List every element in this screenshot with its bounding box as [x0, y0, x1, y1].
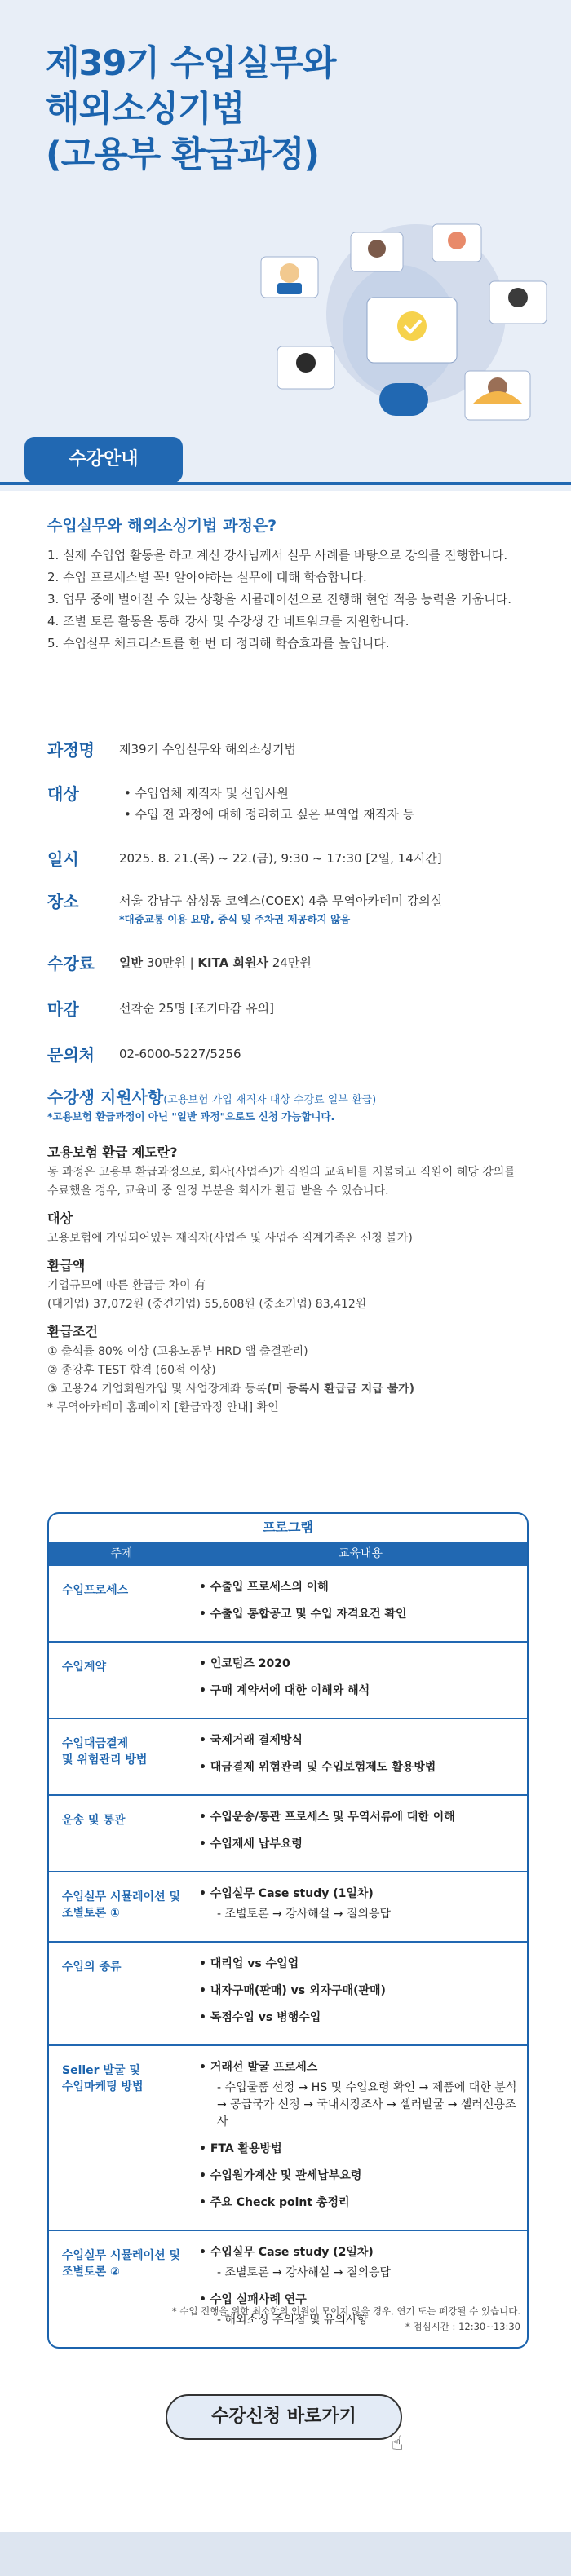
target-item: • 수입 전 과정에 대해 정리하고 싶은 무역업 재직자 등	[119, 804, 543, 825]
bottom-band	[0, 2532, 571, 2576]
program-item: • 수입원가계산 및 관세납부요령	[199, 2168, 520, 2185]
fee-general-label: 일반	[119, 955, 143, 970]
support-condition: ① 출석률 80% 이상 (고용노동부 HRD 앱 출결관리)	[47, 1345, 308, 1358]
support-body	[47, 1135, 529, 1418]
info-value: 2025. 8. 21.(목) ~ 22.(금), 9:30 ~ 17:30 [2일, 14시간]	[119, 851, 442, 866]
condition-text: ③ 고용24 기업회원가입 및 사업장계좌 등록	[47, 1383, 267, 1396]
apply-button[interactable]: 수강신청 바로가기	[166, 2394, 402, 2440]
program-table	[47, 1512, 529, 2349]
intro-item: 4. 조별 토론 활동을 통해 강사 및 수강생 간 네트워크를 지원합니다.	[47, 614, 409, 629]
program-content	[194, 1872, 527, 1941]
support-text: 기업규모에 따른 환급금 차이 有	[47, 1279, 206, 1292]
program-item: • 수입실무 Case study (1일차)	[199, 1886, 520, 1903]
program-topic: 수입실무 시뮬레이션 및 조별토론 ②	[62, 2249, 180, 2278]
intro-item: 3. 업무 중에 벌어질 수 있는 상황을 시뮬레이션으로 진행해 현업 적응 능력을 키웁니다.	[47, 592, 511, 607]
support-text: 고용보험에 가입되어있는 재직자(사업주 및 사업주 직계가족은 신청 불가)	[47, 1232, 413, 1245]
info-value	[119, 952, 543, 973]
support-title	[47, 1084, 376, 1108]
place-note: *대중교통 이용 요망, 중식 및 주차권 제공하지 않음	[119, 913, 351, 925]
program-item: • 수입제세 납부요령	[199, 1836, 520, 1853]
target-item: • 수입업체 재직자 및 신입사원	[119, 783, 543, 804]
table-row	[49, 1941, 527, 2044]
intro-item: 2. 수입 프로세스별 꼭! 알아야하는 실무에 대해 학습합니다.	[47, 570, 367, 584]
footnote-line: * 점심시간 : 12:30~13:30	[405, 2321, 520, 2332]
info-label: 마감	[47, 999, 79, 1019]
program-subitem: - 수입물품 선정 → HS 및 수입요령 확인 → 제품에 대한 분석 → 공급국가 선정 → 국내시장조사 → 셀러발굴 → 셀러신용조사	[217, 2081, 517, 2128]
title-line-3: (고용부 환급과정)	[46, 135, 320, 175]
table-row	[49, 1794, 527, 1871]
program-topic: 수입대금결제 및 위험관리 방법	[62, 1737, 148, 1767]
program-content	[194, 2046, 527, 2230]
support-heading: 환급액	[47, 1258, 86, 1273]
column-topic: 주제	[110, 1547, 133, 1560]
program-item: • 수출입 프로세스의 이해	[199, 1579, 520, 1596]
info-label: 일시	[47, 849, 79, 869]
program-content	[194, 1796, 527, 1871]
support-text: 동 과정은 고용부 환급과정으로, 회사(사업주)가 직원의 교육비를 지불하고 직원이 해당 강의를 수료했을 경우, 교육비 중 일정 부분을 회사가 환급 받을 수 있습니다.	[47, 1166, 516, 1198]
info-value: 선착순 25명 [조기마감 유의]	[119, 1001, 274, 1016]
table-row	[49, 1641, 527, 1718]
program-item: • 주요 Check point 총정리	[199, 2194, 520, 2212]
place-text: 서울 강남구 삼성동 코엑스(COEX) 4층 무역아카데미 강의실	[119, 893, 443, 908]
info-label: 대상	[47, 784, 79, 804]
support-title-text: 수강생 지원사항	[47, 1087, 164, 1107]
program-item: • 수입 실패사례 연구	[199, 2291, 520, 2309]
program-content	[194, 1719, 527, 1794]
program-subitem: - 조별토론 → 강사해설 → 질의응답	[217, 2266, 392, 2279]
program-item: • 내자구매(판매) vs 외자구매(판매)	[199, 1983, 520, 2000]
fee-general-price: 30만원 |	[142, 955, 198, 970]
program-topic: Seller 발굴 및 수입마케팅 방법	[62, 2064, 144, 2093]
support-title-small: (고용보험 가입 재직자 대상 수강료 일부 환급)	[163, 1094, 377, 1106]
program-item: • 거래선 발굴 프로세스	[199, 2059, 520, 2076]
program-item: • 대리업 vs 수입업	[199, 1956, 520, 1973]
info-label: 수강료	[47, 954, 95, 973]
title-line-1: 제39기 수입실무와	[46, 43, 336, 84]
program-subitem: - 조별토론 → 강사해설 → 질의응답	[217, 1908, 392, 1921]
support-heading: 환급조건	[47, 1324, 98, 1339]
program-content	[194, 1566, 527, 1641]
table-row	[49, 2044, 527, 2230]
intro-item: 5. 수입실무 체크리스트를 한 번 더 정리해 학습효과를 높입니다.	[47, 636, 390, 651]
support-heading: 대상	[47, 1211, 73, 1226]
title-line-2: 해외소싱기법	[46, 89, 245, 130]
program-topic: 수입의 종류	[62, 1961, 122, 1974]
program-item: • 수출입 통합공고 및 수입 자격요건 확인	[199, 1606, 520, 1623]
program-item: • 수입운송/통관 프로세스 및 무역서류에 대한 이해	[199, 1809, 520, 1826]
info-label: 문의처	[47, 1045, 95, 1065]
intro-list	[47, 545, 529, 655]
support-condition	[47, 1380, 529, 1399]
column-content: 교육내용	[338, 1547, 383, 1560]
fee-member-price: 24만원	[268, 955, 312, 970]
intro-title: 수입실무와 해외소싱기법 과정은?	[47, 517, 277, 535]
info-value: 02-6000-5227/5256	[119, 1047, 241, 1061]
program-topic: 운송 및 통관	[62, 1814, 126, 1827]
table-row	[49, 1566, 527, 1641]
info-value	[119, 890, 543, 928]
program-item: • 국제거래 결제방식	[199, 1732, 520, 1749]
program-item: • 구매 계약서에 대한 이해와 해석	[199, 1683, 520, 1700]
program-item: • 독점수입 vs 병행수입	[199, 2009, 520, 2027]
hand-pointer-icon: ☝	[392, 2432, 404, 2455]
table-row	[49, 1718, 527, 1794]
section-divider	[0, 482, 571, 485]
program-item: • 대금결제 위험관리 및 수입보험제도 활용방법	[199, 1759, 520, 1776]
condition-warning: (미 등록시 환급금 지급 불가)	[267, 1383, 415, 1396]
support-heading: 고용보험 환급 제도란?	[47, 1145, 178, 1160]
table-row	[49, 1871, 527, 1941]
program-subitem: - 해외소싱 주의점 및 유의사항	[217, 2314, 369, 2327]
online-learning-illustration	[228, 208, 571, 452]
program-item: • FTA 활용방법	[199, 2141, 520, 2158]
program-content	[194, 1643, 527, 1718]
program-column-header	[49, 1542, 527, 1566]
support-condition: ② 종강후 TEST 합격 (60점 이상)	[47, 1364, 216, 1377]
program-rows	[49, 1566, 527, 2347]
footnote	[47, 2304, 520, 2335]
info-value	[119, 783, 543, 825]
hero-banner	[0, 0, 571, 491]
info-label: 장소	[47, 892, 79, 911]
page-title	[46, 41, 336, 178]
support-text: (대기업) 37,072원 (중견기업) 55,608원 (중소기업) 83,412원	[47, 1298, 367, 1311]
info-value: 제39기 수입실무와 해외소싱기법	[119, 742, 296, 756]
support-sub-note: *고용보험 환급과정이 아닌 "일반 과정"으로도 신청 가능합니다.	[47, 1110, 335, 1123]
section-tab-course-info: 수강안내	[24, 437, 183, 483]
program-topic: 수입계약	[62, 1661, 107, 1674]
intro-item: 1. 실제 수입업 활동을 하고 계신 강사님께서 실무 사례를 바탕으로 강의를 진행합니다.	[47, 548, 508, 562]
program-title: 프로그램	[263, 1520, 313, 1535]
footnote-line: * 수업 진행을 위한 최소한의 인원이 모이지 않을 경우, 연기 또는 폐강될 수 있습니다.	[171, 2305, 520, 2317]
support-condition: * 무역아카데미 홈페이지 [환급과정 안내] 확인	[47, 1401, 279, 1414]
program-content	[194, 1943, 527, 2044]
program-topic: 수입실무 시뮬레이션 및 조별토론 ①	[62, 1890, 180, 1920]
program-topic: 수입프로세스	[62, 1584, 129, 1597]
info-label: 과정명	[47, 740, 95, 760]
program-item: • 인코텀즈 2020	[199, 1656, 520, 1673]
fee-member-label: KITA 회원사	[197, 955, 268, 970]
program-item: • 수입실무 Case study (2일차)	[199, 2244, 520, 2261]
